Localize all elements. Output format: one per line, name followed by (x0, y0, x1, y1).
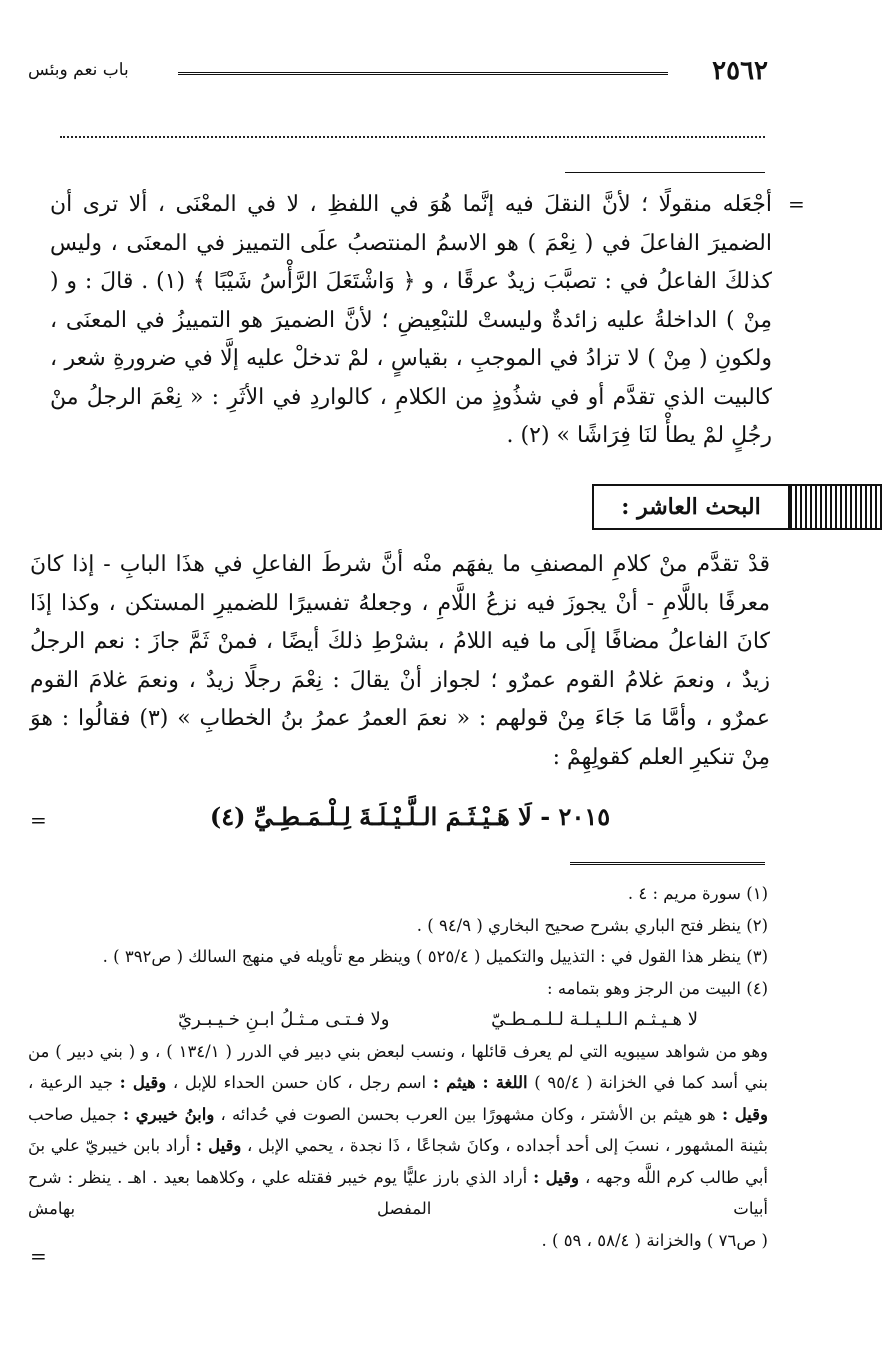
section-heading (592, 484, 882, 530)
footnote-4-commentary (28, 1036, 768, 1225)
heading-ornament (788, 486, 880, 528)
section-title: البحث العاشر : (621, 494, 761, 520)
label-qila: وقيل : (119, 1073, 167, 1092)
label-qila: وقيل : (195, 1136, 242, 1155)
footnote-rule (570, 862, 765, 868)
paragraph-continued: أجْعَله منقولًا ؛ لأنَّ النقلَ فيه إنَّما هُوَ في اللفظِ ، لا في المعْنَى ، ألا ترى أن الضميرَ الفاعلَ في ( نِعْمَ ) هو الاسمُ المنتصبُ علَى التمييز في المعنَى ، وليس كذلكَ الفاعلُ في : تصبَّبَ زيدٌ عرقًا ، و ﴿ وَاشْتَعَلَ الرَّأْسُ شَيْبًا ﴾ (١) . قالَ : و ( مِنْ ) الداخلةُ عليه زائدةٌ وليستْ للتبْعِيضِ ؛ لأنَّ الضميرَ هو التمييزُ في المعنَى ، ولكونِ ( مِنْ ) لا تزادُ في الموجبِ ، بقياسٍ ، لمْ تدخلْ عليه إلَّا في ضرورةِ شعر ، كالبيت الذي تقدَّم أو في شذُوذٍ من الكلامِ ، كالواردِ في الأثَرِ : « نِعْمَ الرجلُ منْ رجُلٍ لمْ يطأْ لنَا فِرَاشًا » (٢) . (50, 192, 772, 448)
chapter-title: باب نعم وبئس (28, 60, 129, 80)
paragraph-section: قدْ تقدَّم منْ كلامِ المصنفِ ما يفهَم منْه أنَّ شرطَ الفاعلِ في هذَا البابِ - إذا كانَ معرفًا باللَّامِ - أنْ يجوزَ فيه نزعُ اللَّامِ ، وجعلهُ تفسيرًا للضميرِ المستكن ، وكذا إذَا كانَ الفاعلُ مضافًا إلَى ما فيه اللامُ ، بشرْطِ ذلكَ أيضًا ، فمنْ ثَمَّ جازَ : نعم الرجلُ زيدٌ ، ونعمَ غلامُ القوم عمرٌو ؛ لجواز أنْ يقالَ : نِعْمَ رجلًا زيدٌ ، ونعمَ غلامَ القوم عمرٌو ، وأمَّا مَا جَاءَ مِنْ قولهم : « نعمَ العمرُ عمرُ بنُ الخطابِ » (٣) فقالُوا : هوَ مِنْ تنكيرِ العلم كقولِهِمْ : (30, 552, 770, 770)
footnote-4-reference: ( ص٧٦ ) والخزانة ( ٥٨/٤ ، ٥٩ ) . (541, 1230, 768, 1250)
commentary-text: جيد الرعية ، (28, 1073, 113, 1092)
footnote-3: (٣) ينظر هذا القول في : التذييل والتكميل ( ٥٢٥/٤ ) وينظر مع تأويله في منهج السالك ( ص٣٩٢ ) . (102, 947, 768, 966)
header-rule (178, 72, 668, 78)
footnote-1: (١) سورة مريم : ٤ . (627, 884, 768, 903)
footnote-poem (28, 1004, 768, 1036)
page-number: ٢٥٦٢ (712, 56, 768, 86)
continuation-mark-middle: = (30, 808, 47, 832)
commentary-text: اسم رجل ، كان حسن الحداء للإبل ، (172, 1073, 427, 1092)
poem-first-hemistich: لا هـيـثـم الـلـيـلـة لـلـمـطـيّ (491, 1009, 698, 1030)
footnote-4: (٤) البيت من الرجز وهو بتمامه : (547, 978, 768, 998)
label-qila: وقيل : (533, 1167, 579, 1187)
label-lugha: اللغة : (482, 1073, 528, 1092)
poem-second-hemistich: ولا فـتـى مـثـلُ ابـنِ خـيـبـريّ (178, 1009, 390, 1030)
commentary-text: هو هيثم بن الأشتر ، وكان مشهورًا بين العرب بحسن الصوت في حُدائه ، (220, 1104, 716, 1124)
footnote-2: (٢) ينظر فتح الباري بشرح صحيح البخاري ( ٩٤/٩ ) . (416, 915, 768, 935)
continuation-mark-top: = (788, 192, 805, 216)
label-ibn-khaybari: وابنُ خيبري : (123, 1104, 215, 1124)
verse-line: ٢٠١٥ - لَا هَـيْـثَـمَ الـلَّـيْـلَـةَ لِـلْـمَـطِـيِّ (٤) (209, 802, 611, 831)
page-header (28, 56, 768, 96)
label-qila: وقيل : (721, 1104, 769, 1124)
label-haytham: هيثم : (432, 1073, 476, 1092)
commentary-text: أراد بابن خيبريّ علي بنَ أبي طالب كرم اللَّه وجهه ، (28, 1136, 769, 1187)
continuation-rule (565, 172, 765, 173)
continuation-mark-bottom: = (30, 1244, 47, 1268)
commentary-text: وهو من شواهد سيبويه التي لم يعرف قائلها ، ونسب لبعض بني دبير في الدرر ( ١٣٤/١ ) ، و ( بني دبير ) من بني أسد كما في الخزانة ( ٩٥/٤ ) (28, 1041, 768, 1092)
footnotes (28, 878, 768, 1256)
commentary-text: أراد الذي بارز عليًّا يوم خيبر فقتله علي ، وكلاهما بعيد . اهـ . ينظر : شرح أبيات المفصل بهامش (28, 1167, 768, 1218)
dotted-separator (60, 136, 765, 138)
commentary-text: جميل صاحب بثينة المشهور ، نسبَ إلى أحد أجداده ، وكانَ شجاعًا ، ذَا نجدة ، يحمي الإبل ، (28, 1104, 768, 1155)
